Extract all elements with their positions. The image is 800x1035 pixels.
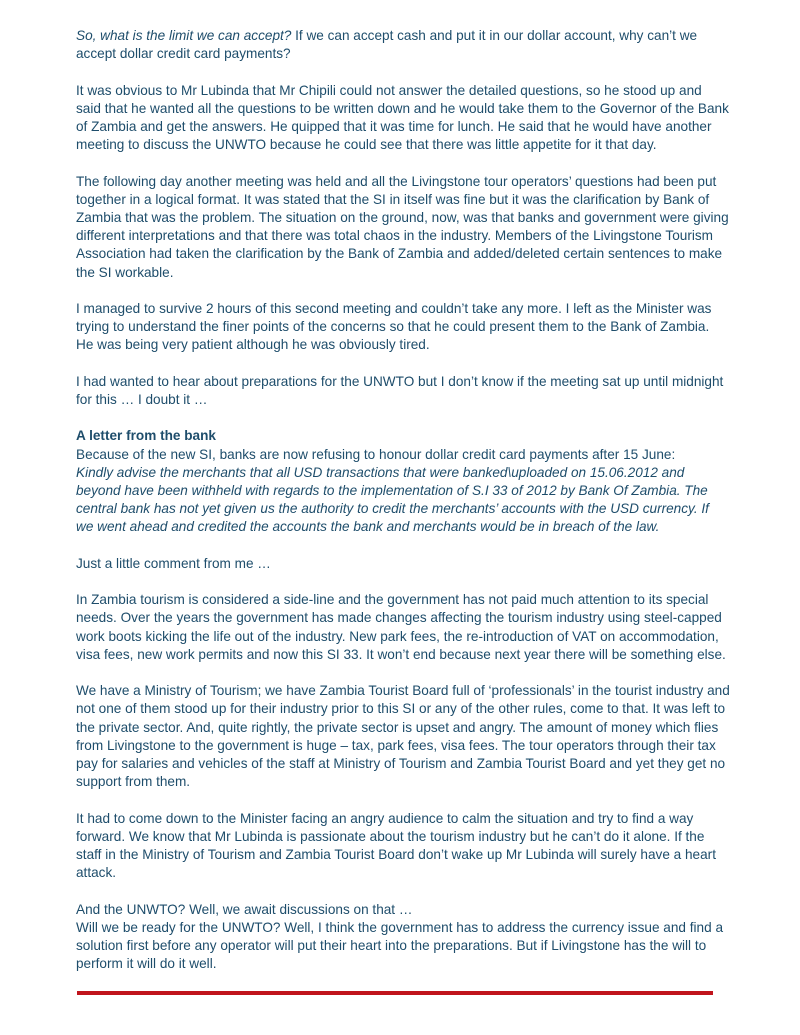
paragraph-survived-meeting: I managed to survive 2 hours of this second meeting and couldn’t take any more. I left as the Minister was trying to understand the finer points of the concerns so that he could present them to the Bank of Zambia. He was being very patient although he was obviously tired. [76, 301, 712, 353]
paragraph-ministry-of-tourism: We have a Ministry of Tourism; we have Zambia Tourist Board full of ‘professionals’ in the tourist industry and not one of them stood up for their industry prior to this SI or any of the other rules, come to that. It was left to the private sector. And, quite rightly, the private sector is upset and angry. The amount of money which flies from Livingstone to the government is huge – tax, park fees, visa fees. The tour operators through their tax pay for salaries and vehicles of the staff at Ministry of Tourism and Zambia Tourist Board and yet they get no support from them. [76, 683, 730, 790]
paragraph-second-meeting: The following day another meeting was held and all the Livingstone tour operators’ questions had been put together in a logical format. It was stated that the SI in itself was fine but it was the clarification by Bank of Zambia that was the problem. The situation on the ground, now, was that banks and government were giving different interpretations and that there was total chaos in the industry. Members of the Livingstone Tourism Association had taken the clarification by the Bank of Zambia and added/deleted certain sentences to make the SI workable. [76, 173, 729, 280]
paragraph-tourism-sideline: In Zambia tourism is considered a side-line and the government has not paid much attention to its special needs. Over the years the government has made changes affecting the tourism industry using steel-capped work boots kicking the life out of the industry. New park fees, the re-introduction of VAT on accommodation, visa fees, new work permits and now this SI 33. It won’t end because next year there will be something else. [76, 592, 726, 662]
paragraph-limit-question [76, 27, 730, 63]
paragraph-bank-refusal: Because of the new SI, banks are now refusing to honour dollar credit card payments after 15 June: [76, 446, 676, 462]
bank-letter-quote: Kindly advise the merchants that all USD transactions that were banked\uploaded on 15.06.2012 and beyond have been withheld with regards to the implementation of S.I 33 of 2012 by Bank Of Zambia. The central bank has not yet given us the authority to credit the merchants’ accounts with the USD currency. If we went ahead and credited the accounts the bank and merchants would be in breach of the law. [76, 464, 709, 535]
italic-question: So, what is the limit we can accept? [76, 28, 292, 43]
section-heading: A letter from the bank [76, 428, 216, 444]
footer-divider [77, 991, 713, 995]
paragraph-comment-intro: Just a little comment from me … [76, 555, 271, 571]
question-rest: If we can accept cash and put it in our dollar account, why can’t we accept dollar credit card payments? [76, 28, 698, 62]
paragraph-await-discussions: And the UNWTO? Well, we await discussions on that … [76, 901, 413, 917]
paragraph-lubinda-meeting: It was obvious to Mr Lubinda that Mr Chipili could not answer the detailed questions, so he stood up and said that he wanted all the questions to be written down and he would take them to the Governor of the Bank of Zambia and get the answers. He quipped that it was time for lunch. He said that he would have another meeting to discuss the UNWTO because he could see that there was little appetite for it that day. [76, 82, 729, 153]
paragraph-unwto-preparations: I had wanted to hear about preparations for the UNWTO but I don’t know if the meeting sat up until midnight for this … I doubt it … [76, 373, 724, 407]
paragraph-ready-for-unwto: Will we be ready for the UNWTO? Well, I think the government has to address the currency issue and find a solution first before any operator will put their heart into the preparations. But if Livingstone has the will to perform it will do it well. [76, 919, 724, 972]
paragraph-minister-angry-audience: It had to come down to the Minister facing an angry audience to calm the situation and try to find a way forward. We know that Mr Lubinda is passionate about the tourism industry but he can’t do it alone. If the staff in the Ministry of Tourism and Zambia Tourist Board don’t wake up Mr Lubinda will surely have a heart attack. [76, 810, 716, 881]
